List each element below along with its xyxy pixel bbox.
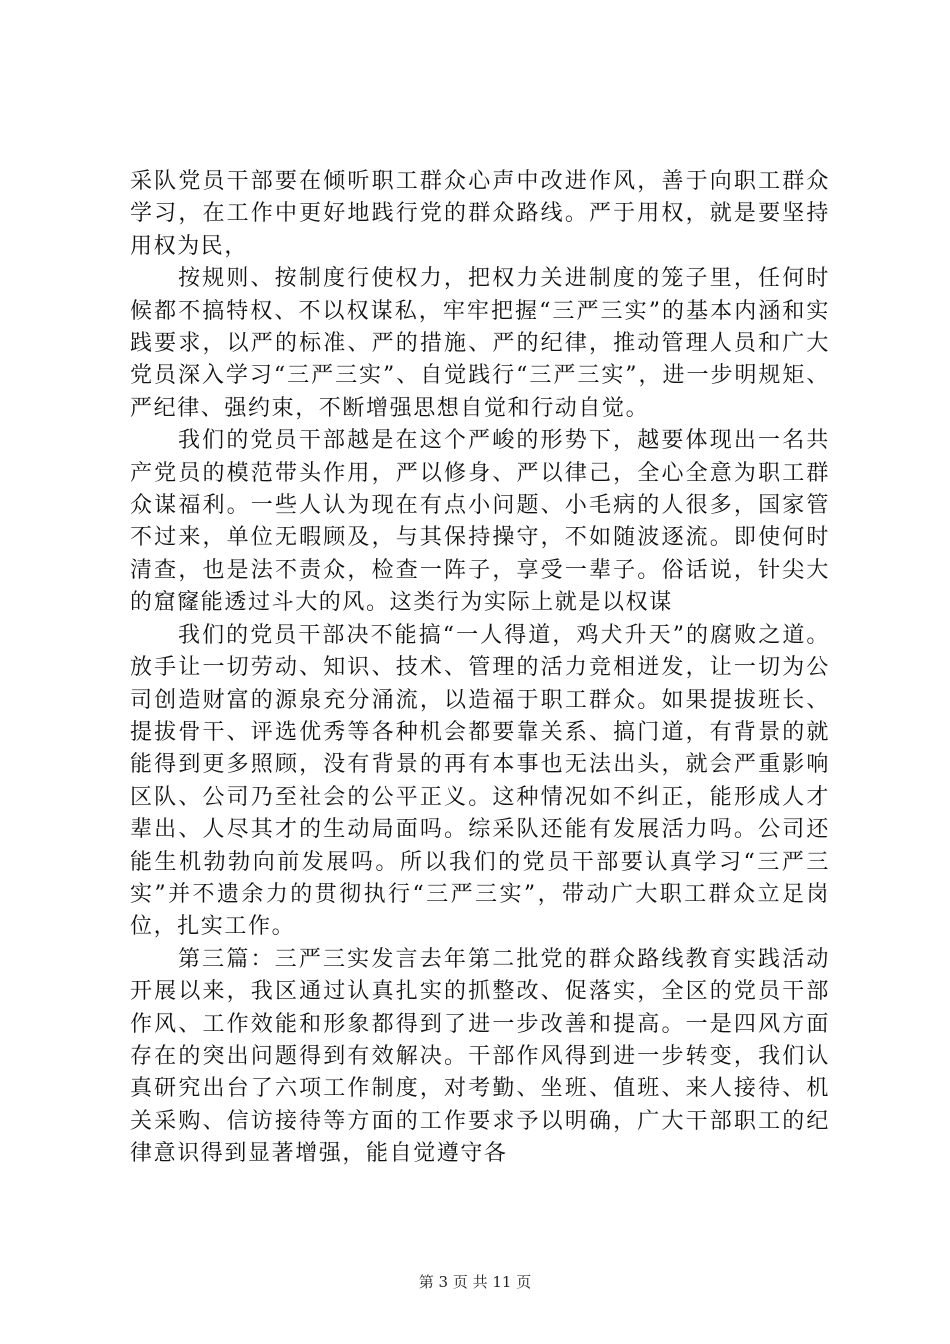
paragraph-1: 采队党员干部要在倾听职工群众心声中改进作风，善于向职工群众学习，在工作中更好地践行党的群众路线。严于用权，就是要坚持用权为民， bbox=[130, 169, 830, 259]
paragraph-2: 按规则、按制度行使权力，把权力关进制度的笼子里，任何时候都不搞特权、不以权谋私，牢牢把握“三严三实”的基本内涵和实践要求，以严的标准、严的措施、严的纪律，推动管理人员和广大党员深入学习“三严三实”、自觉践行“三严三实”，进一步明规矩、严纪律、强约束，不断增强思想自觉和行动自觉。 bbox=[130, 266, 830, 421]
document-body bbox=[130, 166, 830, 1171]
paragraph-3: 我们的党员干部越是在这个严峻的形势下，越要体现出一名共产党员的模范带头作用，严以修身、严以律己，全心全意为职工群众谋福利。一些人认为现在有点小问题、小毛病的人很多，国家管不过来，单位无暇顾及，与其保持操守，不如随波逐流。即使何时清查，也是法不责众，检查一阵子，享受一辈子。俗话说，针尖大的窟窿能透过斗大的风。这类行为实际上就是以权谋 bbox=[130, 428, 830, 616]
page-number-footer: 第 3 页 共 11 页 bbox=[418, 1273, 532, 1291]
paragraph-5: 第三篇：三严三实发言去年第二批党的群众路线教育实践活动开展以来，我区通过认真扎实的抓整改、促落实，全区的党员干部作风、工作效能和形象都得到了进一步改善和提高。一是四风方面存在的突出问题得到有效解决。干部作风得到进一步转变，我们认真研究出台了六项工作制度，对考勤、坐班、值班、来人接待、机关采购、信访接待等方面的工作要求予以明确，广大干部职工的纪律意识得到显著增强，能自觉遵守各 bbox=[130, 946, 830, 1167]
paragraph-4: 我们的党员干部决不能搞“一人得道，鸡犬升天”的腐败之道。放手让一切劳动、知识、技术、管理的活力竞相迸发，让一切为公司创造财富的源泉充分涌流，以造福于职工群众。如果提拔班长、提拔骨干、评选优秀等各种机会都要靠关系、搞门道，有背景的就能得到更多照顾，没有背景的再有本事也无法出头，就会严重影响区队、公司乃至社会的公平正义。这种情况如不纠正，能形成人才辈出、人尽其才的生动局面吗。综采队还能有发展活力吗。公司还能生机勃勃向前发展吗。所以我们的党员干部要认真学习“三严三实”并不遗余力的贯彻执行“三严三实”，带动广大职工群众立足岗位，扎实工作。 bbox=[130, 622, 830, 940]
